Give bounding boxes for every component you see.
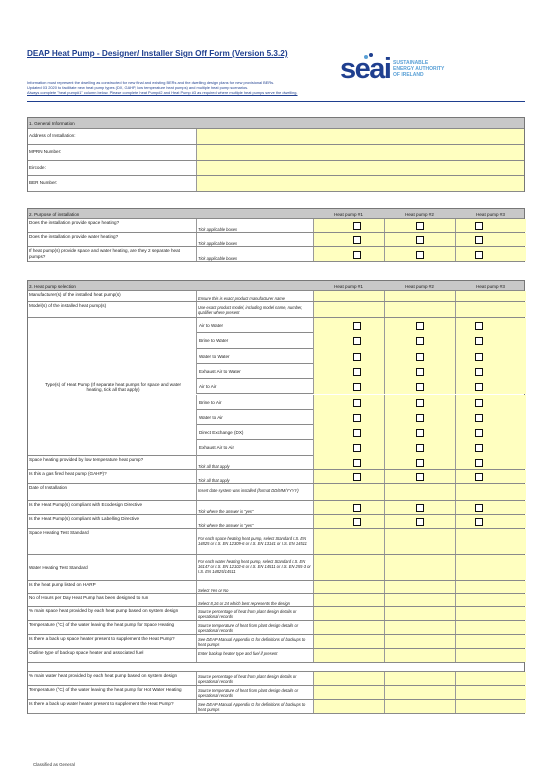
checkbox-heat-pump-3[interactable] <box>475 368 483 376</box>
column-header-heat-pump-2: Heat pump #2 <box>405 283 434 289</box>
heat-pump-3-cell <box>455 219 526 232</box>
row-hint: Select 8,16 or 24 which best represents the design <box>198 600 290 606</box>
heat-pump-2-cell[interactable] <box>384 555 455 580</box>
heat-pump-1-cell[interactable] <box>313 621 384 634</box>
gahp-row <box>28 470 524 484</box>
heat-pump-3-cell <box>455 501 526 514</box>
separate-heat-pumps-row <box>28 247 524 262</box>
checkbox-heat-pump-2[interactable] <box>416 251 424 259</box>
checkbox-heat-pump-3[interactable] <box>475 353 483 361</box>
checkbox-heat-pump-3[interactable] <box>475 322 483 330</box>
row-hint: Tick all that apply <box>198 477 230 483</box>
checkbox-heat-pump-2[interactable] <box>416 322 424 330</box>
type-option-row <box>28 410 524 425</box>
heat-pump-1-cell <box>313 395 384 410</box>
checkbox-heat-pump-3[interactable] <box>475 337 483 345</box>
row-hint: See DEAP Manual Appendix G for definitions of backups to heat pumps <box>198 701 306 712</box>
heat-pump-3-cell[interactable] <box>455 529 526 554</box>
heat-pump-1-cell <box>313 501 384 514</box>
heat-pump-3-cell <box>455 470 526 483</box>
form-title: DEAP Heat Pump - Designer/ Installer Sign Off Form (Version 5.3.2) <box>27 49 288 58</box>
section-heat-pump-selection <box>27 280 525 714</box>
heat-pump-3-cell[interactable] <box>455 594 526 606</box>
heat-pump-3-cell <box>455 379 526 394</box>
classification-label: Classified as General <box>33 762 75 767</box>
heat-pump-1-cell[interactable] <box>313 686 384 699</box>
checkbox-heat-pump-1[interactable] <box>353 444 361 452</box>
general-row-1-input[interactable] <box>196 129 524 144</box>
heat-pump-1-cell <box>313 219 384 232</box>
type-option-label: Water to Water <box>199 353 230 359</box>
row-hint: Ensure this is exact product manufacturer name <box>198 296 285 301</box>
row-label: BER Number: <box>29 180 58 186</box>
heat-pump-3-cell[interactable] <box>455 635 526 648</box>
spacer-row <box>28 663 524 672</box>
row-label: No of Hours per Day Heat Pump has been designed to run <box>29 594 149 600</box>
space-standard-row <box>28 529 524 555</box>
heat-pump-2-cell[interactable] <box>384 302 455 317</box>
row-label: Does the installation provide space heating? <box>29 220 120 225</box>
space-backup-row <box>28 635 524 649</box>
heat-pump-2-cell[interactable] <box>384 700 455 713</box>
heat-pump-3-cell <box>455 456 526 469</box>
row-label: Is the Heat Pump(s) compliant with Labelling Directive <box>29 515 140 521</box>
heat-pump-1-cell <box>313 470 384 483</box>
row-hint: Tick applicable boxes <box>198 256 238 261</box>
type-option-row <box>28 318 524 333</box>
row-label: MPRN Number: <box>29 148 62 154</box>
heat-pump-1-cell <box>313 425 384 440</box>
row-hint: Insert date system was installed (format DD/MM/YYYY) <box>198 487 299 493</box>
checkbox-heat-pump-2[interactable] <box>416 337 424 345</box>
row-label: Address of Installation: <box>29 133 76 138</box>
heat-pump-3-cell[interactable] <box>455 672 526 685</box>
heat-pump-3-cell[interactable] <box>455 649 526 662</box>
heat-pump-1-cell <box>313 410 384 425</box>
checkbox-heat-pump-2[interactable] <box>416 459 424 467</box>
checkbox-heat-pump-1[interactable] <box>353 518 361 526</box>
heat-pump-3-cell <box>455 247 526 261</box>
heat-pump-1-cell[interactable] <box>313 484 384 500</box>
type-option-label: Brine to Water <box>199 338 229 344</box>
row-label: Does the installation provide water heating? <box>29 234 119 239</box>
heat-pump-3-cell <box>455 395 526 410</box>
space-percent-row <box>28 607 524 621</box>
heat-pump-1-cell[interactable] <box>313 635 384 648</box>
checkbox-heat-pump-1[interactable] <box>353 353 361 361</box>
water-temperature-row <box>28 686 524 700</box>
heat-pump-3-cell[interactable] <box>455 555 526 580</box>
row-hint: Tick applicable boxes <box>198 227 238 232</box>
checkbox-heat-pump-2[interactable] <box>416 222 424 230</box>
row-label: Water Heating Test Standard <box>29 564 88 570</box>
checkbox-heat-pump-3[interactable] <box>475 518 483 526</box>
checkbox-heat-pump-1[interactable] <box>353 504 361 512</box>
heat-pump-type-block <box>28 318 524 456</box>
row-label: Manufacturer(s) of the installed heat pump(s) <box>29 292 121 297</box>
heat-pump-3-cell <box>455 333 526 348</box>
manufacturer-row <box>28 291 524 302</box>
checkbox-heat-pump-2[interactable] <box>416 236 424 244</box>
heat-pump-1-cell <box>313 379 384 394</box>
checkbox-heat-pump-1[interactable] <box>353 399 361 407</box>
section-2-header <box>28 208 524 219</box>
heat-pump-1-cell <box>313 349 384 364</box>
heat-pump-3-cell[interactable] <box>455 291 526 301</box>
general-row-3-input[interactable] <box>196 161 524 176</box>
row-label: Temperature (°C) of the water leaving the heat pump for Hot Water Heating <box>29 686 182 692</box>
checkbox-heat-pump-3[interactable] <box>475 429 483 437</box>
checkbox-heat-pump-2[interactable] <box>416 414 424 422</box>
type-option-label: Brine to Air <box>199 399 222 405</box>
heat-pump-1-cell[interactable] <box>313 700 384 713</box>
row-label: Temperature (°C) of the water leaving the heat pump for Space Heating <box>29 621 175 627</box>
heat-pump-1-cell <box>313 515 384 528</box>
header-divider <box>27 101 525 102</box>
general-row-4-input[interactable] <box>196 176 524 191</box>
type-option-row <box>28 364 524 379</box>
heat-pump-1-cell[interactable] <box>313 581 384 593</box>
intro-text: Information must represent the dwelling as constructed for new final and existing BERs and the dwelling design plans for new provisional BERs. Updated 03 2020 to facilitate new heat pump types (DX, GAHP, low temperature heat pumps) and multiple heat pump scenarios. Always complete "heat pump#1" column below. Please complete heat Pump#2 and Heat Pump #3 as required where multiple heat pumps serve the dwelling. <box>27 80 298 96</box>
checkbox-heat-pump-1[interactable] <box>353 236 361 244</box>
row-label: Is the heat pump listed on HARP <box>29 581 96 587</box>
row-hint: Source percentage of heat from plant design details or operational records <box>198 608 297 619</box>
heat-pump-1-cell[interactable] <box>313 672 384 685</box>
heat-pump-1-cell[interactable] <box>313 302 384 317</box>
type-option-row <box>28 349 524 364</box>
heat-pump-2-cell[interactable] <box>384 621 455 634</box>
heat-pump-1-cell[interactable] <box>313 291 384 301</box>
heat-pump-1-cell <box>313 440 384 455</box>
checkbox-heat-pump-1[interactable] <box>353 473 361 481</box>
heat-pump-1-cell <box>313 456 384 469</box>
column-header-heat-pump-2: Heat pump #2 <box>405 211 434 217</box>
heat-pump-2-cell[interactable] <box>384 594 455 606</box>
row-hint: Source temperature of heat from plant design details or operational records <box>198 687 299 698</box>
checkbox-heat-pump-3[interactable] <box>475 222 483 230</box>
checkbox-heat-pump-3[interactable] <box>475 383 483 391</box>
row-label: Date of Installation <box>29 484 68 490</box>
checkbox-heat-pump-2[interactable] <box>416 518 424 526</box>
heat-pump-2-cell[interactable] <box>384 291 455 301</box>
checkbox-heat-pump-3[interactable] <box>475 399 483 407</box>
heat-pump-1-cell <box>313 247 384 261</box>
checkbox-heat-pump-1[interactable] <box>353 222 361 230</box>
column-header-heat-pump-1: Heat pump #1 <box>334 283 363 289</box>
row-hint: For each water heating heat pump, select Standard I.S. EN 16147 or I.S. EN 12102-6 or I.S. EN 14511 or I.S. EN 255-3 or I.S. EN 14825/14511 <box>198 558 311 575</box>
row-label: Is there a back up water heater present to supplement the Heat Pump? <box>29 700 174 706</box>
checkbox-heat-pump-2[interactable] <box>416 504 424 512</box>
heat-pump-3-cell[interactable] <box>455 621 526 634</box>
checkbox-heat-pump-3[interactable] <box>475 251 483 259</box>
low-temp-row <box>28 456 524 470</box>
row-label: % main water heat provided by each heat pump based on system design <box>29 672 178 678</box>
type-option-row <box>28 440 524 455</box>
row-hint: Select Yes or No <box>198 587 229 593</box>
section-purpose-of-installation <box>27 208 525 262</box>
checkbox-heat-pump-2[interactable] <box>416 399 424 407</box>
logo-tagline: SUSTAINABLE ENERGY AUTHORITY OF IRELAND <box>393 60 445 78</box>
type-option-row <box>28 425 524 440</box>
row-hint: Tick where the answer is "yes" <box>198 508 254 514</box>
type-option-row <box>28 395 524 410</box>
row-label: Outline type of backup space heater and associated fuel <box>29 649 144 655</box>
column-header-heat-pump-3: Heat pump #3 <box>476 283 505 289</box>
heat-pump-1-cell <box>313 318 384 333</box>
section-title: 3. Heat pump selection <box>29 283 76 289</box>
water-heating-row <box>28 233 524 247</box>
row-hint: Use exact product model, including model name, number, qualifier where present <box>198 305 303 316</box>
checkbox-heat-pump-1[interactable] <box>353 251 361 259</box>
heat-pump-2-cell[interactable] <box>384 484 455 500</box>
checkbox-heat-pump-3[interactable] <box>475 414 483 422</box>
heat-pump-3-cell[interactable] <box>455 581 526 593</box>
heat-pump-3-cell <box>455 233 526 246</box>
heat-pump-3-cell[interactable] <box>455 686 526 699</box>
row-hint: Enter backup heater type and fuel if present <box>198 650 278 656</box>
water-backup-row <box>28 700 524 714</box>
heat-pump-3-cell <box>455 364 526 379</box>
heat-pump-1-cell <box>313 333 384 348</box>
heat-pump-1-cell[interactable] <box>313 607 384 620</box>
row-label: Eircode: <box>29 164 46 170</box>
harp-row <box>28 581 524 594</box>
checkbox-heat-pump-3[interactable] <box>475 459 483 467</box>
row-label: Space heating provided by low temperature heat pump? <box>29 456 144 462</box>
heat-pump-3-cell <box>455 349 526 364</box>
heat-pump-2-cell[interactable] <box>384 635 455 648</box>
checkbox-heat-pump-2[interactable] <box>416 368 424 376</box>
checkbox-heat-pump-2[interactable] <box>416 353 424 361</box>
checkbox-heat-pump-1[interactable] <box>353 322 361 330</box>
model-row <box>28 302 524 318</box>
general-row-4 <box>28 176 524 192</box>
row-label: Space Heating Test Standard <box>29 529 89 535</box>
checkbox-heat-pump-2[interactable] <box>416 473 424 481</box>
type-option-label: Exhaust Air to Water <box>199 368 241 374</box>
type-option-label: Air to Air <box>199 384 217 390</box>
row-label: % main space heat provided by each heat pump based on system design <box>29 607 179 613</box>
water-percent-row <box>28 672 524 686</box>
type-option-label: Air to Water <box>199 323 224 328</box>
section-1-header <box>28 117 524 129</box>
row-hint: Source temperature of heat from plant design details or operational records <box>198 622 299 633</box>
heat-pump-3-cell <box>455 318 526 333</box>
heat-pump-3-cell <box>455 425 526 440</box>
section-general-information <box>27 117 525 192</box>
general-row-2 <box>28 145 524 161</box>
heat-pump-2-cell[interactable] <box>384 672 455 685</box>
logo-wordmark: seai <box>340 53 391 85</box>
row-hint: Tick applicable boxes <box>198 241 238 246</box>
general-row-2-input[interactable] <box>196 145 524 160</box>
checkbox-heat-pump-3[interactable] <box>475 504 483 512</box>
checkbox-heat-pump-1[interactable] <box>353 459 361 467</box>
heat-pump-3-cell[interactable] <box>455 607 526 620</box>
ecodesign-row <box>28 501 524 515</box>
type-option-label: Exhaust Air to Air <box>199 445 234 451</box>
heat-pump-2-cell[interactable] <box>384 607 455 620</box>
heat-pump-1-cell[interactable] <box>313 555 384 580</box>
checkbox-heat-pump-2[interactable] <box>416 383 424 391</box>
space-temperature-row <box>28 621 524 635</box>
row-label: Is there a back up space heater present to supplement the Heat Pump? <box>29 635 175 641</box>
heat-pump-2-cell[interactable] <box>384 581 455 593</box>
section-title: 2. Purpose of installation <box>29 211 80 217</box>
row-label: If heat pump(s) provide space and water heating, are they 2 separate heat pumps? <box>29 248 180 259</box>
heat-pump-3-cell[interactable] <box>455 484 526 500</box>
heat-pump-1-cell[interactable] <box>313 649 384 662</box>
checkbox-heat-pump-3[interactable] <box>475 236 483 244</box>
section-title: 1. General Information <box>29 121 75 126</box>
space-heating-row <box>28 219 524 233</box>
design-hours-row <box>28 594 524 607</box>
heat-pump-3-cell[interactable] <box>455 302 526 317</box>
checkbox-heat-pump-1[interactable] <box>353 383 361 391</box>
heat-pump-2-cell[interactable] <box>384 686 455 699</box>
heat-pump-3-cell[interactable] <box>455 700 526 713</box>
row-label: Is this a gas fired heat pump (GAHP)? <box>29 470 107 476</box>
column-header-heat-pump-3: Heat pump #3 <box>476 211 505 217</box>
checkbox-heat-pump-3[interactable] <box>475 444 483 452</box>
row-hint: Tick all that apply <box>198 463 230 469</box>
checkbox-heat-pump-1[interactable] <box>353 368 361 376</box>
heat-pump-3-cell <box>455 410 526 425</box>
type-option-label: Direct Exchange (DX) <box>199 430 244 436</box>
checkbox-heat-pump-1[interactable] <box>353 429 361 437</box>
heat-pump-1-cell <box>313 364 384 379</box>
type-option-row <box>28 379 524 394</box>
type-option-row <box>28 333 524 348</box>
heat-pump-2-cell[interactable] <box>384 529 455 554</box>
row-hint: Tick where the answer is "yes" <box>198 522 254 528</box>
checkbox-heat-pump-1[interactable] <box>353 414 361 422</box>
row-label: Is the Heat Pump(s) compliant with Ecodesign Directive <box>29 501 143 507</box>
checkbox-heat-pump-1[interactable] <box>353 337 361 345</box>
heat-pump-1-cell[interactable] <box>313 529 384 554</box>
section-3-header <box>28 280 524 291</box>
general-row-1 <box>28 129 524 145</box>
column-header-heat-pump-1: Heat pump #1 <box>334 211 363 217</box>
row-hint: Source percentage of heat from plant design details or operational records <box>198 673 297 684</box>
checkbox-heat-pump-2[interactable] <box>416 444 424 452</box>
space-backup-fuel-row <box>28 649 524 663</box>
water-standard-row <box>28 555 524 581</box>
heat-pump-2-cell[interactable] <box>384 649 455 662</box>
heat-pump-1-cell[interactable] <box>313 594 384 606</box>
type-option-label: Water to Air <box>199 414 223 420</box>
install-date-row <box>28 484 524 501</box>
heat-pump-3-cell <box>455 440 526 455</box>
checkbox-heat-pump-3[interactable] <box>475 473 483 481</box>
general-row-3 <box>28 161 524 177</box>
labelling-row <box>28 515 524 529</box>
row-hint: See DEAP Manual Appendix G for definitions of backups to heat pumps <box>198 636 306 647</box>
checkbox-heat-pump-2[interactable] <box>416 429 424 437</box>
heat-pump-1-cell <box>313 233 384 246</box>
row-hint: For each space heating heat pump, select Standard I.S. EN 14825 or I.S. EN 12309-6 or I.S. EN 13141 or I.S. EN 14511 <box>198 535 307 546</box>
row-label: Model(s) of the installed heat pump(s) <box>29 303 107 308</box>
heat-pump-3-cell <box>455 515 526 528</box>
heat-pump-type-label: Type(s) of Heat Pump (If separate heat pumps for space and water heating, tick all that apply) <box>44 381 182 393</box>
